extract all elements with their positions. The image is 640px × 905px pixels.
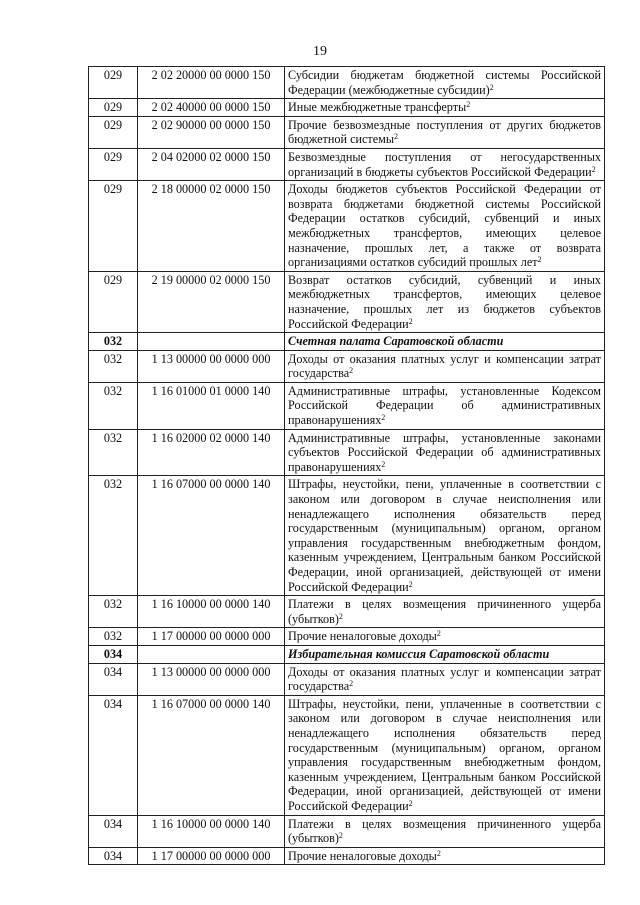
table-row — [89, 181, 605, 272]
revenue-name-text: Иные межбюджетные трансферты — [288, 100, 467, 115]
table-row — [89, 116, 605, 148]
budget-classification-code-cell: 1 16 10000 00 0000 140 — [138, 815, 285, 847]
revenue-name-cell — [285, 181, 605, 272]
budget-classification-code-cell: 2 02 40000 00 0000 150 — [138, 99, 285, 117]
budget-classification-code-cell: 2 19 00000 02 0000 150 — [138, 271, 285, 332]
footnote-marker: 2 — [466, 100, 471, 110]
revenue-name-cell — [285, 148, 605, 180]
revenue-name-text: Избирательная комиссия Саратовской области — [288, 646, 550, 661]
admin-code-cell: 034 — [89, 645, 138, 663]
revenue-name-text: Безвозмездные поступления от негосударственных организаций в бюджеты субъектов Российской Федерации — [288, 149, 601, 179]
revenue-name-cell — [285, 382, 605, 429]
table-row — [89, 695, 605, 815]
revenue-name-text: Прочие безвозмездные поступления от других бюджетов бюджетной системы — [288, 117, 601, 147]
table-section-header-row — [89, 645, 605, 663]
table-row — [89, 815, 605, 847]
footnote-marker: 2 — [394, 132, 399, 142]
budget-classification-code-cell: 1 17 00000 00 0000 000 — [138, 847, 285, 865]
footnote-marker: 2 — [338, 611, 343, 621]
budget-classification-code-cell: 1 13 00000 00 0000 000 — [138, 663, 285, 695]
table-row — [89, 596, 605, 628]
revenue-name-text: Возврат остатков субсидий, субвенций и иных межбюджетных трансфертов, имеющих целевое назначение, прошлых лет из бюджетов субъектов Российской Федерации — [288, 272, 601, 331]
revenue-name-text: Административные штрафы, установленные законами субъектов Российской Федерации об административных правонарушениях — [288, 430, 601, 474]
footnote-marker: 2 — [338, 831, 343, 841]
table-row — [89, 847, 605, 865]
revenue-name-text: Административные штрафы, установленные Кодексом Российской Федерации об административных правонарушениях — [288, 383, 601, 428]
revenue-codes-table — [88, 66, 605, 865]
revenue-name-cell — [285, 645, 605, 663]
revenue-name-cell — [285, 847, 605, 865]
table-row — [89, 271, 605, 332]
footnote-marker: 2 — [436, 848, 441, 858]
budget-classification-code-cell — [138, 333, 285, 351]
revenue-name-text: Прочие неналоговые доходы — [288, 629, 437, 644]
revenue-name-cell — [285, 628, 605, 646]
budget-classification-code-cell: 1 13 00000 00 0000 000 — [138, 350, 285, 382]
admin-code-cell: 032 — [89, 350, 138, 382]
revenue-name-cell — [285, 350, 605, 382]
footnote-marker: 2 — [436, 629, 441, 639]
table-row — [89, 663, 605, 695]
table-row — [89, 628, 605, 646]
admin-code-cell: 029 — [89, 148, 138, 180]
revenue-name-cell — [285, 663, 605, 695]
revenue-name-cell — [285, 333, 605, 351]
footnote-marker: 2 — [349, 679, 354, 689]
revenue-name-text: Штрафы, неустойки, пени, уплаченные в соответствии с законом или договором в случае неисполнения или ненадлежащего исполнения обязательств перед государственным (муниципальным) органом, органом управления государственным внебюджетным фондом, казенным учреждением, Центральным банком Российской Федерации, иной организацией, действующей от имени Российской Федерации — [288, 696, 601, 813]
revenue-name-cell — [285, 99, 605, 117]
admin-code-cell: 032 — [89, 628, 138, 646]
revenue-name-cell — [285, 116, 605, 148]
admin-code-cell: 029 — [89, 271, 138, 332]
admin-code-cell: 032 — [89, 596, 138, 628]
admin-code-cell: 032 — [89, 382, 138, 429]
revenue-name-cell — [285, 695, 605, 815]
admin-code-cell: 032 — [89, 333, 138, 351]
table-body — [89, 67, 605, 865]
footnote-marker: 2 — [381, 413, 386, 423]
table-row — [89, 350, 605, 382]
footnote-marker: 2 — [349, 366, 354, 376]
budget-classification-code-cell: 2 18 00000 02 0000 150 — [138, 181, 285, 272]
revenue-name-cell — [285, 429, 605, 476]
table-row — [89, 67, 605, 99]
budget-classification-code-cell: 1 16 07000 00 0000 140 — [138, 476, 285, 596]
footnote-marker: 2 — [591, 164, 596, 174]
budget-classification-code-cell: 2 02 90000 00 0000 150 — [138, 116, 285, 148]
table-row — [89, 99, 605, 117]
revenue-name-text: Субсидии бюджетам бюджетной системы Российской Федерации (межбюджетные субсидии) — [288, 68, 601, 97]
footnote-marker: 2 — [408, 579, 413, 589]
footnote-marker: 2 — [408, 798, 413, 808]
page-number: 19 — [313, 44, 327, 59]
budget-classification-code-cell: 2 04 02000 02 0000 150 — [138, 148, 285, 180]
revenue-name-text: Платежи в целях возмещения причиненного ущерба (убытков) — [288, 597, 601, 626]
budget-classification-code-cell: 1 16 01000 01 0000 140 — [138, 382, 285, 429]
revenue-name-text: Штрафы, неустойки, пени, уплаченные в соответствии с законом или договором в случае неисполнения или ненадлежащего исполнения обязательств перед государственным (муниципальным) органом, органом управления государственным внебюджетным фондом, казенным учреждением, Центральным банком Российской Федерации, иной организацией, действующей от имени Российской Федерации — [288, 477, 601, 594]
revenue-name-cell — [285, 596, 605, 628]
table-section-header-row — [89, 333, 605, 351]
revenue-name-text: Доходы от оказания платных услуг и компенсации затрат государства — [288, 664, 601, 694]
revenue-name-cell — [285, 271, 605, 332]
admin-code-cell: 029 — [89, 116, 138, 148]
budget-classification-code-cell: 1 16 07000 00 0000 140 — [138, 695, 285, 815]
admin-code-cell: 032 — [89, 429, 138, 476]
admin-code-cell: 034 — [89, 663, 138, 695]
admin-code-cell: 029 — [89, 99, 138, 117]
revenue-name-cell — [285, 476, 605, 596]
footnote-marker: 2 — [408, 316, 413, 326]
budget-classification-code-cell: 1 17 00000 00 0000 000 — [138, 628, 285, 646]
table-row — [89, 429, 605, 476]
budget-classification-code-cell: 1 16 10000 00 0000 140 — [138, 596, 285, 628]
admin-code-cell: 034 — [89, 815, 138, 847]
revenue-name-text: Доходы бюджетов субъектов Российской Федерации от возврата бюджетами бюджетной системы Российской Федерации остатков субсидий, субвенций и иных межбюджетных трансфертов, имеющих целевое назначение, прошлых лет, а также от возврата организациями остатков субсидий прошлых лет — [288, 182, 601, 270]
admin-code-cell: 034 — [89, 847, 138, 865]
revenue-name-cell — [285, 815, 605, 847]
admin-code-cell: 032 — [89, 476, 138, 596]
revenue-name-cell — [285, 67, 605, 99]
table-row — [89, 476, 605, 596]
revenue-name-text: Платежи в целях возмещения причиненного ущерба (убытков) — [288, 816, 601, 846]
footnote-marker: 2 — [381, 459, 386, 469]
budget-classification-code-cell — [138, 645, 285, 663]
footnote-marker: 2 — [489, 82, 494, 92]
table-row — [89, 148, 605, 180]
admin-code-cell: 029 — [89, 181, 138, 272]
footnote-marker: 2 — [537, 255, 542, 265]
budget-classification-code-cell: 1 16 02000 02 0000 140 — [138, 429, 285, 476]
budget-classification-code-cell: 2 02 20000 00 0000 150 — [138, 67, 285, 99]
table-row — [89, 382, 605, 429]
revenue-name-text: Счетная палата Саратовской области — [288, 334, 504, 349]
revenue-name-text: Прочие неналоговые доходы — [288, 848, 437, 863]
admin-code-cell: 034 — [89, 695, 138, 815]
admin-code-cell: 029 — [89, 67, 138, 99]
revenue-name-text: Доходы от оказания платных услуг и компенсации затрат государства — [288, 351, 601, 381]
